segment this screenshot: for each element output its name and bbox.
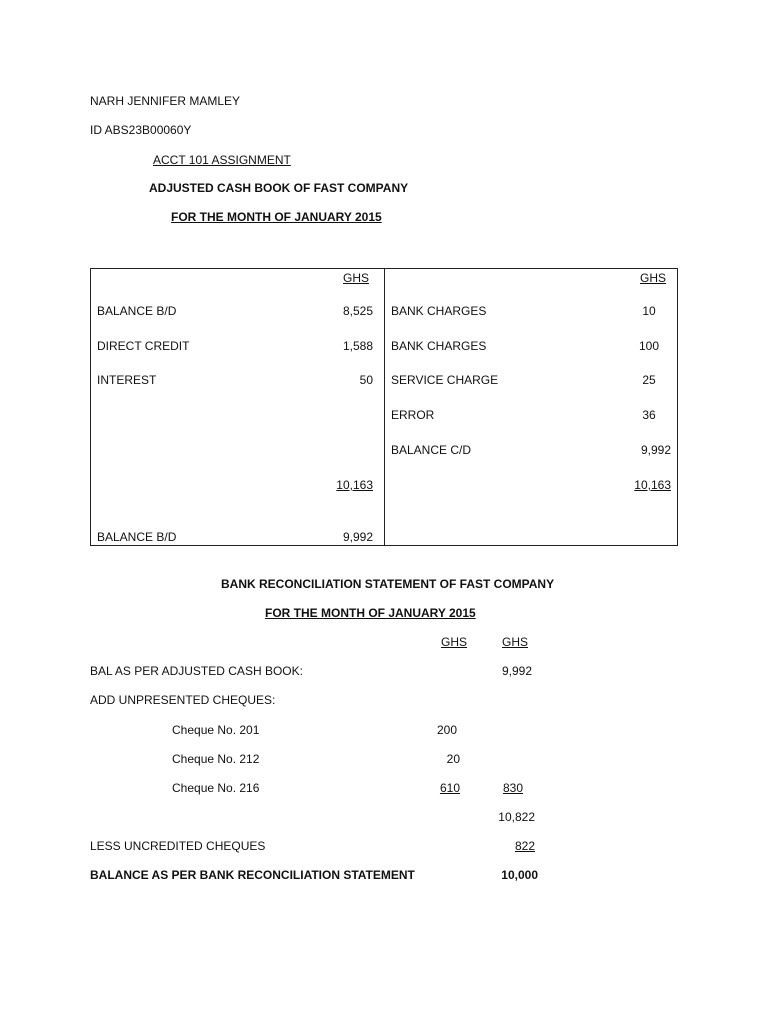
cheques-total: 830	[503, 781, 524, 795]
debit-item-amount: 1,588	[342, 339, 373, 353]
credit-currency-header: GHS	[640, 271, 667, 285]
credit-item-amount: 9,992	[640, 443, 671, 457]
debit-total: 10,163	[336, 478, 373, 492]
cheque-amount: 610	[439, 781, 460, 795]
cheque-label: Cheque No. 201	[172, 723, 260, 737]
closing-balance-label: BALANCE B/D	[97, 530, 177, 544]
cheque-amount: 200	[436, 723, 457, 737]
final-balance-label: BALANCE AS PER BANK RECONCILIATION STATEMENT	[90, 868, 415, 882]
cheque-label: Cheque No. 216	[172, 781, 260, 795]
uncredited-cheques-label: LESS UNCREDITED CHEQUES	[90, 839, 266, 853]
reconciliation-col1-header: GHS	[441, 635, 468, 649]
unpresented-cheques-label: ADD UNPRESENTED CHEQUES:	[90, 693, 276, 707]
adjusted-balance-label: BAL AS PER ADJUSTED CASH BOOK:	[90, 664, 303, 678]
reconciliation-col2-header: GHS	[502, 635, 529, 649]
cash-book-title: ADJUSTED CASH BOOK OF FAST COMPANY	[149, 181, 409, 195]
credit-item-label: BANK CHARGES	[391, 339, 487, 353]
credit-item-label: ERROR	[391, 408, 435, 422]
cash-book-period: FOR THE MONTH OF JANUARY 2015	[171, 210, 382, 224]
reconciliation-title: BANK RECONCILIATION STATEMENT OF FAST COMPANY	[221, 577, 555, 591]
debit-item-label: BALANCE B/D	[97, 304, 177, 318]
course-title: ACCT 101 ASSIGNMENT	[153, 153, 291, 167]
credit-item-amount: 10	[642, 304, 656, 318]
debit-item-amount: 50	[359, 373, 373, 387]
reconciliation-subtotal: 10,822	[498, 810, 535, 824]
cheque-amount: 20	[446, 752, 460, 766]
credit-item-amount: 36	[642, 408, 656, 422]
debit-item-label: DIRECT CREDIT	[97, 339, 190, 353]
credit-total: 10,163	[634, 478, 671, 492]
uncredited-cheques-amount: 822	[515, 839, 536, 853]
student-name: NARH JENNIFER MAMLEY	[90, 94, 241, 108]
final-balance-amount: 10,000	[501, 868, 538, 882]
cash-book-table	[90, 268, 678, 546]
credit-item-label: BANK CHARGES	[391, 304, 487, 318]
debit-item-label: INTEREST	[97, 373, 157, 387]
debit-currency-header: GHS	[343, 271, 370, 285]
cheque-label: Cheque No. 212	[172, 752, 260, 766]
adjusted-balance-amount: 9,992	[501, 664, 532, 678]
reconciliation-period: FOR THE MONTH OF JANUARY 2015	[265, 606, 476, 620]
closing-balance-amount: 9,992	[342, 530, 373, 544]
credit-item-label: SERVICE CHARGE	[391, 373, 499, 387]
debit-item-amount: 8,525	[342, 304, 373, 318]
credit-item-amount: 25	[642, 373, 656, 387]
credit-item-amount: 100	[638, 339, 660, 353]
cash-book-divider	[384, 269, 385, 545]
credit-item-label: BALANCE C/D	[391, 443, 472, 457]
student-id: ID ABS23B00060Y	[90, 123, 192, 137]
